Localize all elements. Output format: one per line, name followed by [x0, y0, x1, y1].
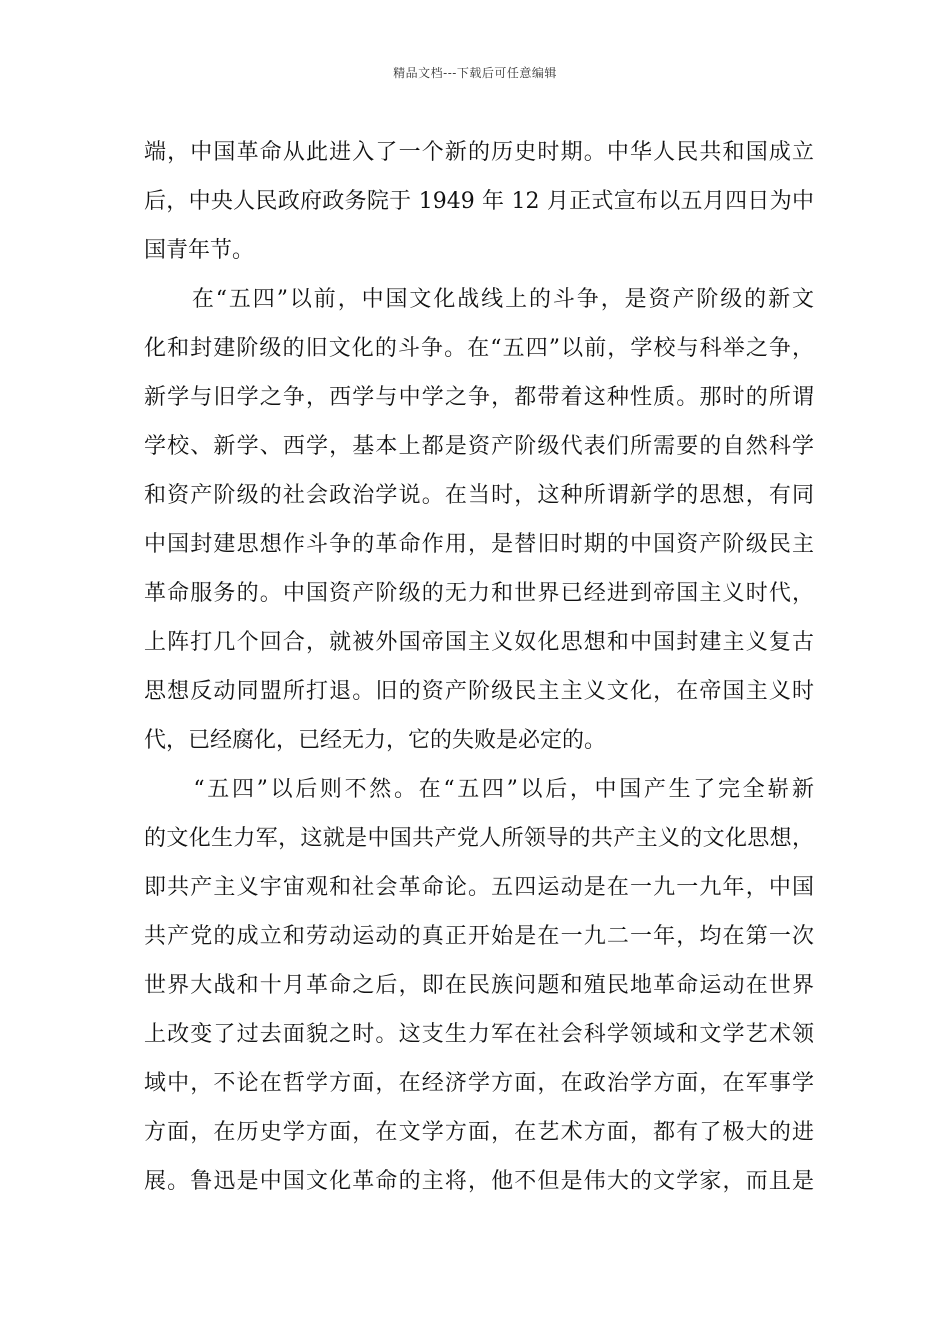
- text-line: 的文化生力军，这就是中国共产党人所领导的共产主义的文化思想，: [144, 826, 814, 851]
- text-line: 即共产主义宇宙观和社会革命论。五四运动是在一九一九年，中国: [144, 875, 814, 900]
- paragraph-3: [144, 765, 814, 1206]
- text-line: 学校、新学、西学，基本上都是资产阶级代表们所需要的自然科学: [144, 434, 814, 459]
- text-line: 国青年节。: [144, 238, 255, 263]
- text-line: 共产党的成立和劳动运动的真正开始是在一九二一年，均在第一次: [144, 924, 814, 949]
- paragraph-1: [144, 128, 814, 275]
- text-line: 代，已经腐化，已经无力，它的失败是必定的。: [144, 728, 607, 753]
- text-line: 化和封建阶级的旧文化的斗争。在“五四”以前，学校与科举之争，: [144, 336, 814, 361]
- text-line: 方面，在历史学方面，在文学方面，在艺术方面，都有了极大的进: [144, 1120, 814, 1145]
- text-line: 新学与旧学之争，西学与中学之争，都带着这种性质。那时的所谓: [144, 385, 814, 410]
- paragraph-2: [144, 275, 814, 765]
- text-line: 中国封建思想作斗争的革命作用，是替旧时期的中国资产阶级民主: [144, 532, 814, 557]
- text-line: 和资产阶级的社会政治学说。在当时，这种所谓新学的思想，有同: [144, 483, 814, 508]
- text-line: 思想反动同盟所打退。旧的资产阶级民主主义文化，在帝国主义时: [144, 679, 814, 704]
- text-line: 革命服务的。中国资产阶级的无力和世界已经进到帝国主义时代，: [144, 581, 814, 606]
- text-line: 域中，不论在哲学方面，在经济学方面，在政治学方面，在军事学: [144, 1071, 814, 1096]
- text-line: “五四”以后则不然。在“五四”以后，中国产生了完全崭新: [144, 777, 814, 802]
- text-line: 后，中央人民政府政务院于 1949 年 12 月正式宣布以五月四日为中: [144, 189, 814, 214]
- text-line: 世界大战和十月革命之后，即在民族问题和殖民地革命运动在世界: [144, 973, 814, 998]
- text-line: 在“五四”以前，中国文化战线上的斗争，是资产阶级的新文: [144, 287, 814, 312]
- document-body: [144, 128, 814, 1206]
- text-line: 展。鲁迅是中国文化革命的主将，他不但是伟大的文学家，而且是: [144, 1169, 814, 1194]
- text-line: 上阵打几个回合，就被外国帝国主义奴化思想和中国封建主义复古: [144, 630, 814, 655]
- text-line: 上改变了过去面貌之时。这支生力军在社会科学领域和文学艺术领: [144, 1022, 814, 1047]
- text-line: 端，中国革命从此进入了一个新的历史时期。中华人民共和国成立: [144, 140, 814, 165]
- page-header: 精品文档---下载后可任意编辑: [393, 66, 557, 80]
